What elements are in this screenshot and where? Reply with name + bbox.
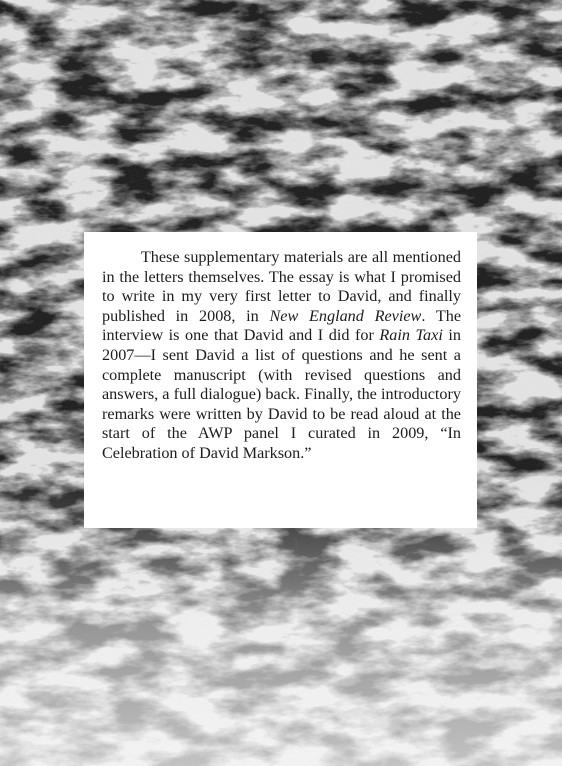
journal-title-new-england-review: New England Review bbox=[269, 306, 422, 325]
text-panel bbox=[84, 232, 477, 528]
paragraph-text-2: . The interview is one that David and I did for bbox=[102, 306, 461, 345]
paragraph-text-3: in 2007—I sent David a list of questions and he sent a complete manuscript (with revised questions and answers, a full dialogue) back. Finally, the introductory remarks were written by David to be read aloud at the start of the AWP panel I curated in 2009, “In Celebration of David Markson.” bbox=[102, 326, 461, 462]
body-paragraph bbox=[102, 248, 461, 464]
journal-title-rain-taxi: Rain Taxi bbox=[379, 326, 443, 345]
paragraph-text-1: These supplementary materials are all mentioned in the letters themselves. The essay is what I promised to write in my very first letter to David, and finally published in 2008, in bbox=[102, 248, 461, 325]
